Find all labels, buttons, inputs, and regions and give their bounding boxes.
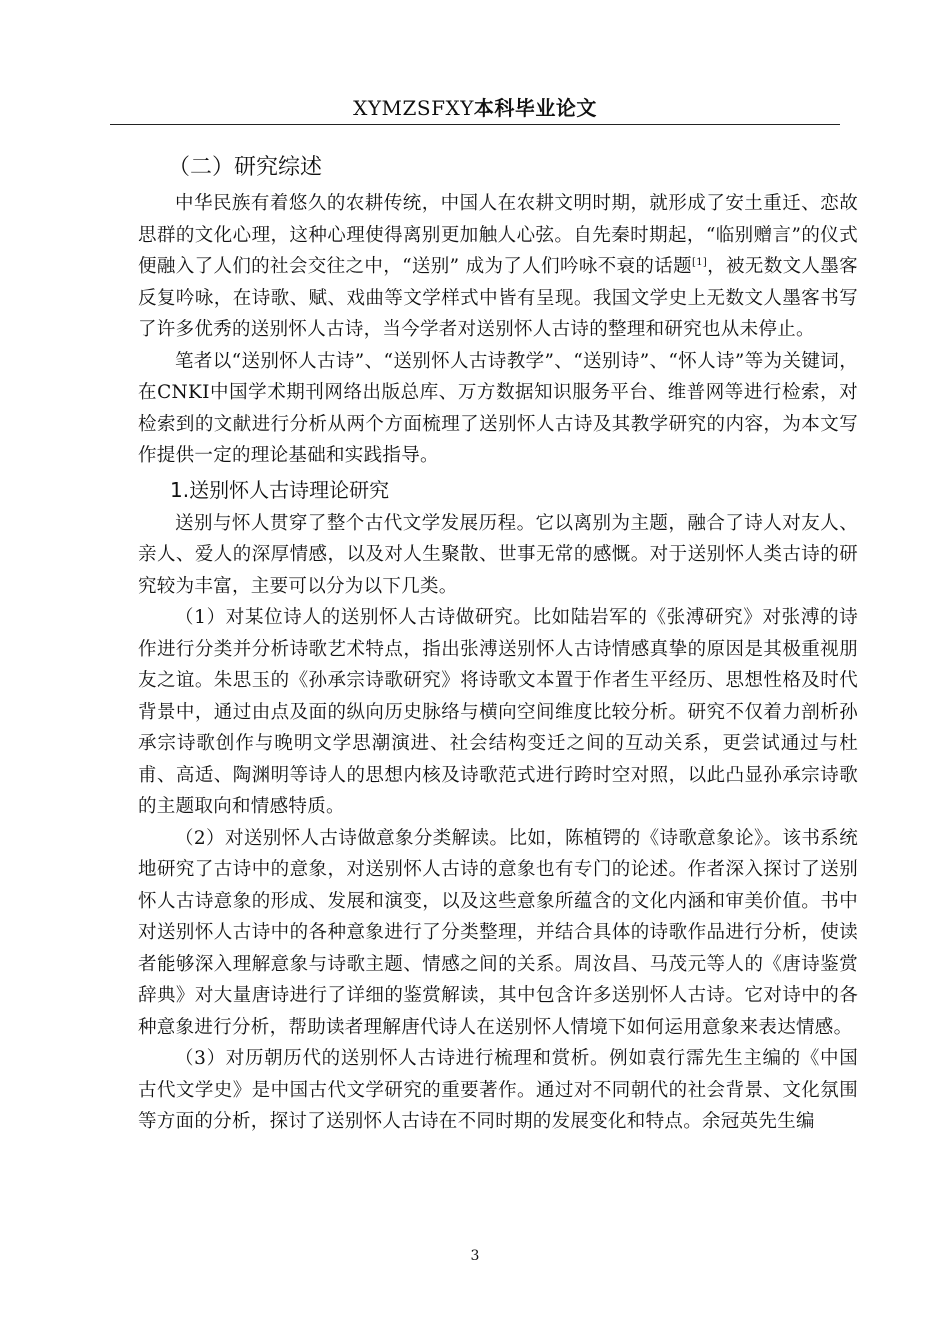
page-number: 3: [470, 1248, 480, 1264]
para1-text-b: ，被无数文人墨客反复吟咏，在诗歌、赋、戏曲等文学样式中皆有呈现。我国文学史上无数文人墨客书写了许多优秀的送别怀人古诗，当今学者对送别怀人古诗的整理和研究也从未停止。: [138, 256, 858, 340]
list-item-3: （3）对历朝历代的送别怀人古诗进行梳理和赏析。例如袁行霈先生主编的《中国古代文学史》是中国古代文学研究的重要著作。通过对不同朝代的社会背景、文化氛围等方面的分析，探讨了送别怀人古诗在不同时期的发展变化和特点。余冠英先生编: [138, 1048, 858, 1132]
subsection-intro: 送别与怀人贯穿了整个古代文学发展历程。它以离别为主题，融合了诗人对友人、亲人、爱人的深厚情感，以及对人生聚散、世事无常的感慨。对于送别怀人类古诗的研究较为丰富，主要可以分为以下几类。: [138, 512, 858, 597]
section-paragraph-2: 笔者以“送别怀人古诗”、“送别怀人古诗教学”、“送别诗”、“怀人诗”等为关键词，在CNKI中国学术期刊网络出版总库、万方数据知识服务平台、维普网等进行检索，对检索到的文献进行分析从两个方面梳理了送别怀人古诗及其教学研究的内容，为本文写作提供一定的理论基础和实践指导。: [138, 350, 858, 466]
subsection-heading: 1.送别怀人古诗理论研究: [170, 477, 390, 502]
header-divider: [110, 124, 840, 125]
section-paragraph-1: [138, 188, 858, 346]
header-school-code: XYMZSFXY: [353, 96, 474, 120]
header-thesis-title: 本科毕业论文: [473, 96, 597, 120]
section-heading: （二）研究综述: [168, 155, 323, 180]
para1-text-a: 中华民族有着悠久的农耕传统，中国人在农耕文明时期，就形成了安土重迁、恋故思群的文化心理，这种心理使得离别更加触人心弦。自先秦时期起，“临别赠言”的仪式便融入了人们的社会交往之中，“送别” 成为了人们吟咏不衰的话题: [138, 193, 858, 277]
citation-ref: [1]: [692, 256, 708, 268]
list-item-2: （2）对送别怀人古诗做意象分类解读。比如，陈植锷的《诗歌意象论》。该书系统地研究了古诗中的意象，对送别怀人古诗的意象也有专门的论述。作者深入探讨了送别怀人古诗意象的形成、发展和演变，以及这些意象所蕴含的文化内涵和审美价值。书中对送别怀人古诗中的各种意象进行了分类整理，并结合具体的诗歌作品进行分析，使读者能够深入理解意象与诗歌主题、情感之间的关系。周汝昌、马茂元等人的《唐诗鉴赏辞典》对大量唐诗进行了详细的鉴赏解读，其中包含许多送别怀人古诗。它对诗中的各种意象进行分析，帮助读者理解唐代诗人在送别怀人情境下如何运用意象来表达情感。: [138, 827, 858, 1038]
page-body: [138, 148, 858, 1138]
list-item-1: （1）对某位诗人的送别怀人古诗做研究。比如陆岩军的《张溥研究》对张溥的诗作进行分类并分析诗歌艺术特点，指出张溥送别怀人古诗情感真挚的原因是其极重视朋友之谊。朱思玉的《孙承宗诗歌研究》将诗歌文本置于作者生平经历、思想性格及时代背景中，通过由点及面的纵向历史脉络与横向空间维度比较分析。研究不仅着力剖析孙承宗诗歌创作与晚明文学思潮演进、社会结构变迁之间的互动关系，更尝试通过与杜甫、高适、陶渊明等诗人的思想内核及诗歌范式进行跨时空对照，以此凸显孙承宗诗歌的主题取向和情感特质。: [138, 607, 858, 817]
page-header: [0, 92, 950, 121]
